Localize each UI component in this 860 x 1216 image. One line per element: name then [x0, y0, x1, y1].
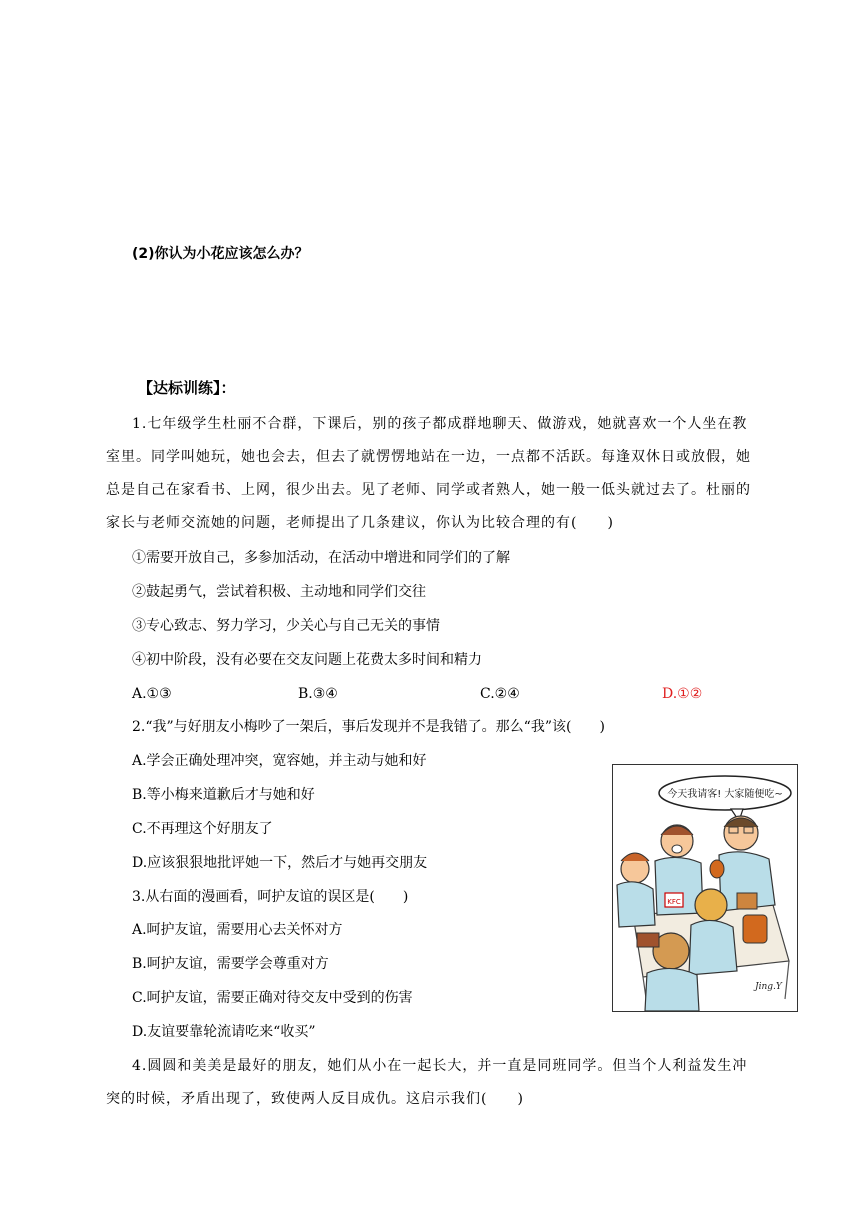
- q3-option-a: A.呵护友谊，需要用心去关怀对方: [132, 922, 343, 938]
- q3-stem: 3.从右面的漫画看，呵护友谊的误区是( ): [132, 889, 409, 905]
- question-2-prompt: (2)你认为小花应该怎么办？: [132, 246, 309, 262]
- q1-option-c: C.②④: [480, 686, 520, 702]
- q1-option-d-answer: D.①②: [662, 686, 703, 702]
- q1-option-a: A.①③: [132, 686, 172, 702]
- q4-line-1: 4.圆圆和美美是最好的朋友，她们从小在一起长大，并一直是同班同学。但当个人利益发生冲: [132, 1058, 748, 1074]
- q2-stem: 2.“我”与好朋友小梅吵了一架后，事后发现并不是我错了。那么“我”该( ): [132, 719, 605, 735]
- backpack: [743, 915, 767, 943]
- q1-item-3: ③专心致志、努力学习，少关心与自己无关的事情: [132, 618, 440, 634]
- q1-line-1: 1.七年级学生杜丽不合群，下课后，别的孩子都成群地聊天、做游戏，她就喜欢一个人坐在教: [132, 416, 748, 432]
- q1-item-4: ④初中阶段，没有必要在交友问题上花费太多时间和精力: [132, 652, 482, 668]
- basket: [637, 933, 659, 947]
- section-title: 【达标训练】：: [138, 379, 236, 397]
- kfc-logo-text: KFC: [667, 898, 681, 906]
- q2-option-b: B.等小梅来道歉后才与她和好: [132, 787, 315, 803]
- q1-item-2: ②鼓起勇气，尝试着积极、主动地和同学们交往: [132, 584, 426, 600]
- q1-item-1: ①需要开放自己，多参加活动，在活动中增进和同学们的了解: [132, 550, 510, 566]
- q2-option-a: A.学会正确处理冲突，宽容她，并主动与她和好: [132, 753, 427, 769]
- bag: [737, 893, 757, 909]
- q1-line-3: 总是自己在家看书、上网，很少出去。见了老师、同学或者熟人，她一般一低头就过去了。杜丽的: [106, 482, 751, 498]
- q4-line-2: 突的时候，矛盾出现了，致使两人反目成仇。这启示我们( ): [106, 1091, 524, 1107]
- q3-option-c: C.呵护友谊，需要正确对待交友中受到的伤害: [132, 990, 413, 1006]
- q1-line-4: 家长与老师交流她的问题，老师提出了几条建议，你认为比较合理的有( ): [106, 515, 614, 531]
- q1-line-2: 室里。同学叫她玩，她也会去，但去了就愣愣地站在一边，一点都不活跃。每逢双休日或放假，她: [106, 449, 751, 465]
- kid-left-body: [617, 882, 655, 927]
- cartoon-illustration: [612, 764, 798, 1012]
- q3-option-d: D.友谊要靠轮流请吃来“收买”: [132, 1024, 316, 1040]
- kid-front-head: [695, 889, 727, 921]
- q3-option-b: B.呵护友谊，需要学会尊重对方: [132, 956, 329, 972]
- speech-text: 今天我请客! 大家随便吃~: [667, 789, 783, 800]
- q2-option-d: D.应该狠狠地批评她一下，然后才与她再交朋友: [132, 855, 428, 871]
- q2-option-c: C.不再理这个好朋友了: [132, 821, 273, 837]
- chicken-leg: [710, 860, 724, 878]
- q1-option-b: B.③④: [298, 686, 338, 702]
- cartoon-drawing: [613, 765, 797, 1011]
- artist-signature: Jing.Y: [755, 982, 782, 992]
